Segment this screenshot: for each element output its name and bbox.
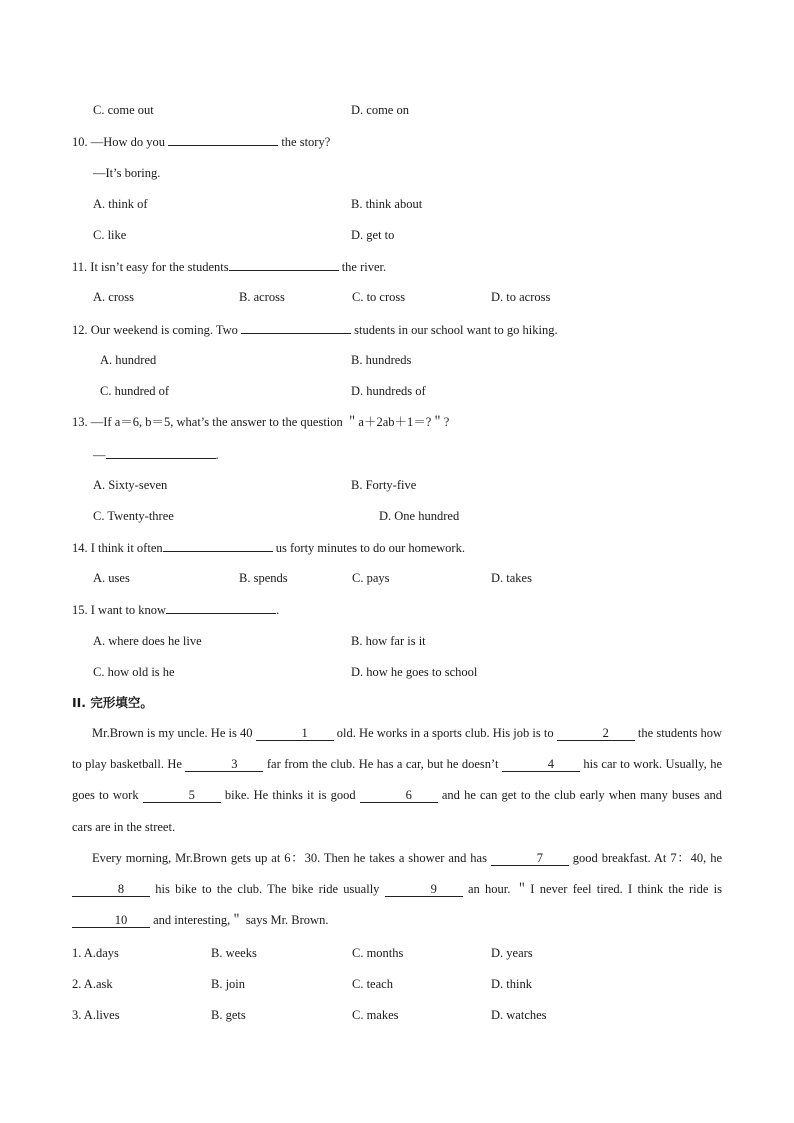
q13-option-c: C. Twenty-three <box>93 509 174 523</box>
cloze-q1-option-a: 1. A.days <box>72 946 119 960</box>
cloze-blank-7: 7 <box>491 851 569 866</box>
cloze-blank-6: 6 <box>360 788 438 803</box>
cloze-blank-4: 4 <box>502 757 580 772</box>
q10-stem <box>72 133 330 150</box>
cloze-blank-5: 5 <box>143 788 221 803</box>
q15-option-c: C. how old is he <box>93 665 175 679</box>
cloze-blank-8: 8 <box>72 882 150 897</box>
q13-dash: — <box>93 448 106 462</box>
q11-stem-end: the river. <box>341 260 387 274</box>
q11-stem <box>72 258 386 275</box>
q11-option-d: D. to across <box>491 290 551 304</box>
q11-option-a: A. cross <box>93 290 134 304</box>
q13-blank <box>106 446 216 459</box>
q12-option-d: D. hundreds of <box>351 384 426 398</box>
cloze-q1-option-c: C. months <box>352 946 404 960</box>
passage-text: good breakfast. At 7：40, he <box>568 850 722 865</box>
q15-option-d: D. how he goes to school <box>351 665 478 679</box>
q12-stem-end: students in our school want to go hiking. <box>354 323 558 337</box>
q14-stem-end: us forty minutes to do our homework. <box>275 541 465 555</box>
q12-option-a: A. hundred <box>100 353 157 367</box>
q14-option-b: B. spends <box>239 571 288 585</box>
passage-text: Every morning, Mr.Brown gets up at 6：30. Then he takes a shower and has <box>92 850 491 865</box>
cloze-paragraph-1 <box>72 718 722 843</box>
cloze-q1-option-d: D. years <box>491 946 533 960</box>
q14-option-c: C. pays <box>352 571 390 585</box>
cloze-blank-2: 2 <box>557 726 635 741</box>
q12-blank <box>241 321 351 334</box>
passage-text: the students how to play basketball. He <box>72 726 722 772</box>
q11-blank <box>229 258 339 271</box>
q14-option-d: D. takes <box>491 571 532 585</box>
cloze-blank-9: 9 <box>385 882 463 897</box>
q10-reply: —It’s boring. <box>93 166 161 180</box>
cloze-paragraph-2 <box>72 843 722 937</box>
q11-option-b: B. across <box>239 290 285 304</box>
q10-option-a: A. think of <box>93 197 148 211</box>
q14-blank <box>163 539 273 552</box>
q11-stem-start: 11. It isn’t easy for the students <box>72 260 229 274</box>
passage-text: his bike to the club. The bike ride usually <box>150 882 385 897</box>
cloze-blank-1: 1 <box>256 726 334 741</box>
q12-stem <box>72 321 558 338</box>
cloze-passage <box>72 718 722 936</box>
passage-text: his car to work. Usually, he goes to work <box>72 757 722 803</box>
passage-text: bike. He thinks it is good <box>220 788 360 803</box>
q14-option-a: A. uses <box>93 571 130 585</box>
q9-option-d: D. come on <box>351 103 409 117</box>
q10-option-d: D. get to <box>351 228 395 242</box>
q13-option-d: D. One hundred <box>379 509 460 523</box>
cloze-q2-option-c: C. teach <box>352 977 393 991</box>
cloze-q2-option-a: 2. A.ask <box>72 977 113 991</box>
cloze-blank-10: 10 <box>72 913 150 928</box>
passage-text: far from the club. He has a car, but he doesn’t <box>263 757 502 772</box>
q14-stem <box>72 539 465 556</box>
q10-stem-end: the story? <box>281 135 331 149</box>
cloze-q2-option-d: D. think <box>491 977 532 991</box>
cloze-q3-option-b: B. gets <box>211 1008 246 1022</box>
cloze-q3-option-c: C. makes <box>352 1008 399 1022</box>
cloze-q2-option-b: B. join <box>211 977 246 991</box>
passage-text: and interesting,＂ says Mr. Brown. <box>150 913 329 928</box>
cloze-q1-option-b: B. weeks <box>211 946 257 960</box>
cloze-q3-option-d: D. watches <box>491 1008 547 1022</box>
passage-text: an hour. ＂I never feel tired. I think the ride is <box>462 882 722 897</box>
q9-option-c: C. come out <box>93 103 154 117</box>
q14-stem-start: 14. I think it often <box>72 541 163 555</box>
q13-option-b: B. Forty-five <box>351 478 417 492</box>
passage-text: old. He works in a sports club. His job is to <box>333 726 557 740</box>
passage-text: Mr.Brown is my uncle. He is 40 <box>92 726 256 740</box>
passage-text: and he can get to the club early when many buses and cars are in the street. <box>72 788 722 834</box>
q10-option-b: B. think about <box>351 197 423 211</box>
q15-stem <box>72 601 279 618</box>
q15-period: . <box>276 603 280 617</box>
q10-option-c: C. like <box>93 228 127 242</box>
cloze-blank-3: 3 <box>185 757 263 772</box>
q10-blank <box>168 133 278 146</box>
q13-option-a: A. Sixty-seven <box>93 478 168 492</box>
q12-stem-start: 12. Our weekend is coming. Two <box>72 323 238 337</box>
q15-blank <box>166 601 276 614</box>
q13-stem: 13. —If a＝6, b＝5, what’s the answer to the question ＂a＋2ab＋1＝?＂? <box>72 415 450 429</box>
q15-option-b: B. how far is it <box>351 634 426 648</box>
q15-stem-start: 15. I want to know <box>72 603 167 617</box>
q13-period: . <box>215 448 219 462</box>
q13-answer-line <box>93 446 219 463</box>
q10-stem-start: 10. —How do you <box>72 135 166 149</box>
q11-option-c: C. to cross <box>352 290 406 304</box>
q12-option-b: B. hundreds <box>351 353 412 367</box>
cloze-q3-option-a: 3. A.lives <box>72 1008 120 1022</box>
section-title-cloze: II. 完形填空。 <box>72 695 153 710</box>
q12-option-c: C. hundred of <box>100 384 170 398</box>
q15-option-a: A. where does he live <box>93 634 202 648</box>
